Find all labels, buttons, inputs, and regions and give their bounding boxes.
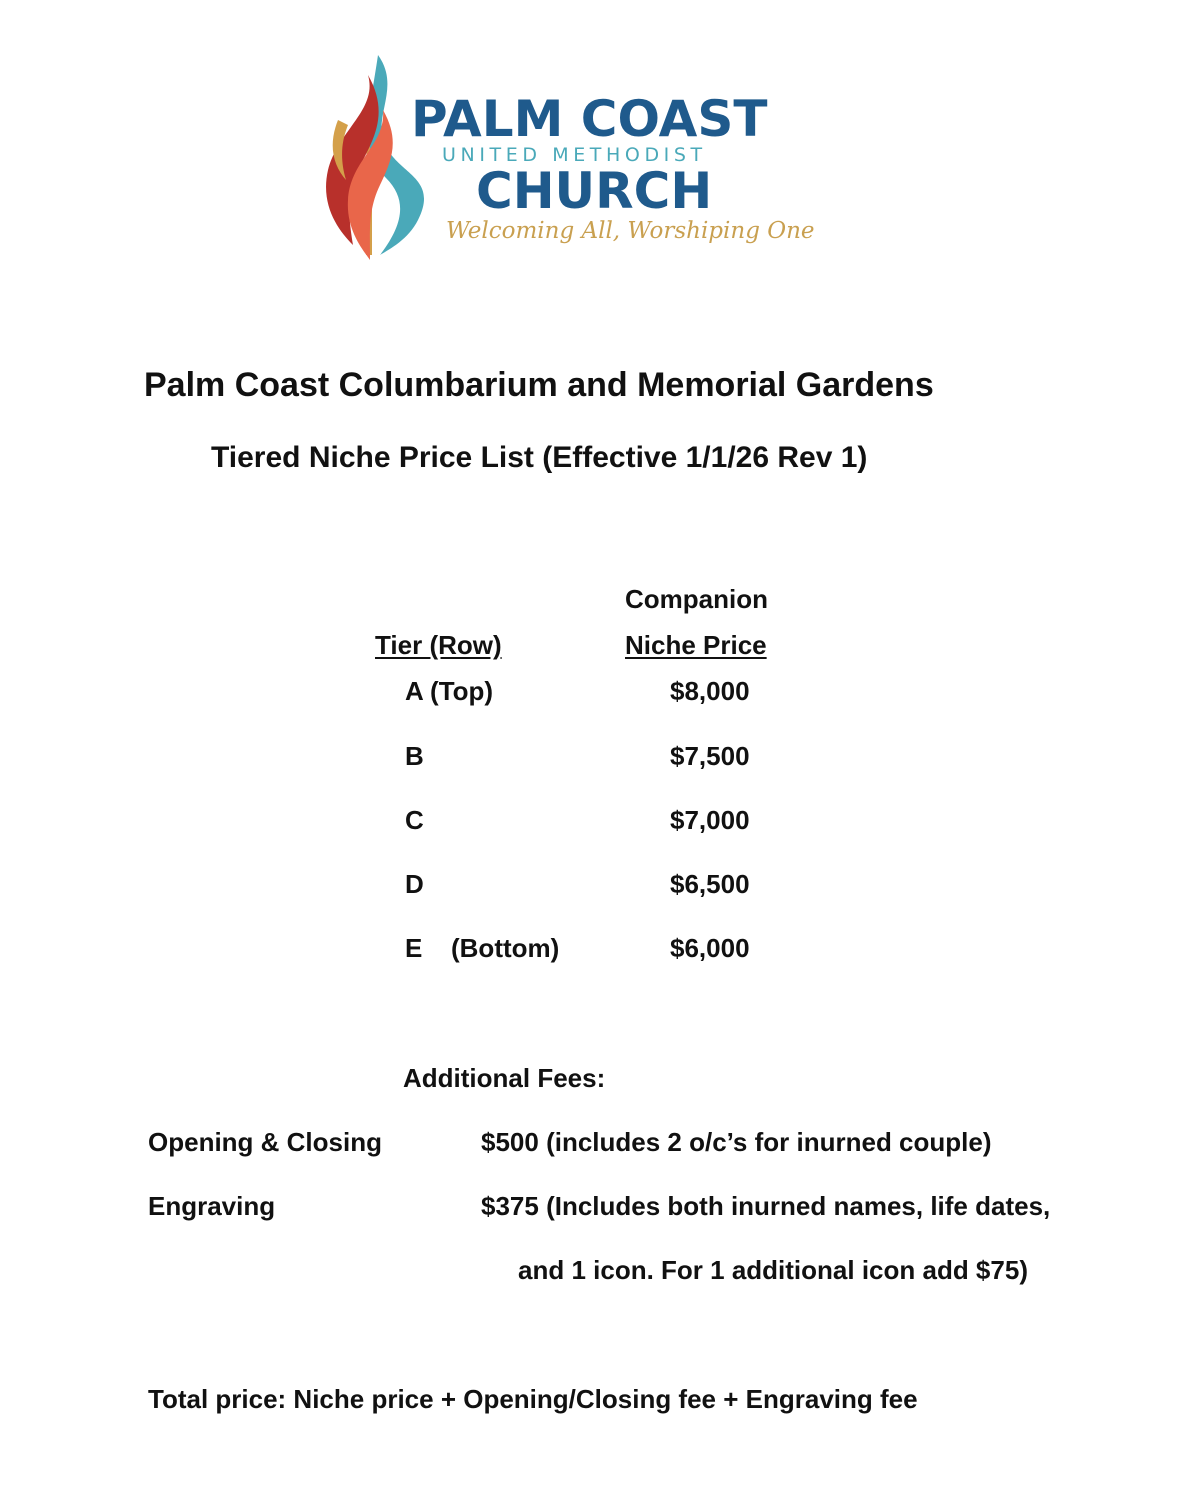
total-price-note: Total price: Niche price + Opening/Closing fee + Engraving fee <box>148 1384 918 1414</box>
logo-name: PALM COAST <box>411 90 768 148</box>
engraving-value-line2: and 1 icon. For 1 additional icon add $75) <box>518 1255 1028 1285</box>
engraving-label: Engraving <box>148 1191 276 1221</box>
logo-tagline: Welcoming All, Worshiping One <box>446 218 815 244</box>
page-title: Palm Coast Columbarium and Memorial Gardens <box>144 366 934 404</box>
tier-cell: A (Top) <box>405 676 494 706</box>
tier-cell: D <box>405 869 424 899</box>
logo-church: CHURCH <box>476 162 713 220</box>
tier-cell: B <box>405 741 424 771</box>
price-header-line1: Companion <box>625 584 768 614</box>
price-cell: $8,000 <box>670 676 750 706</box>
page-subtitle: Tiered Niche Price List (Effective 1/1/26 Rev 1) <box>211 441 868 474</box>
flame-cross-icon <box>308 50 428 265</box>
price-cell: $6,500 <box>670 869 750 899</box>
opening-value: $500 (includes 2 o/c’s for inurned couple) <box>481 1127 992 1157</box>
tier-note: (Bottom) <box>451 933 560 963</box>
logo-subtitle: UNITED METHODIST <box>442 144 707 166</box>
price-header-line2: Niche Price <box>625 630 767 660</box>
engraving-value-line1: $375 (Includes both inurned names, life dates, <box>481 1191 1051 1221</box>
price-cell: $6,000 <box>670 933 750 963</box>
price-cell: $7,000 <box>670 805 750 835</box>
opening-label: Opening & Closing <box>148 1127 382 1157</box>
price-cell: $7,500 <box>670 741 750 771</box>
tier-cell: E <box>405 933 423 963</box>
church-logo <box>278 38 858 338</box>
fees-heading: Additional Fees: <box>403 1063 606 1093</box>
tier-cell: C <box>405 805 424 835</box>
tier-header: Tier (Row) <box>375 630 502 660</box>
